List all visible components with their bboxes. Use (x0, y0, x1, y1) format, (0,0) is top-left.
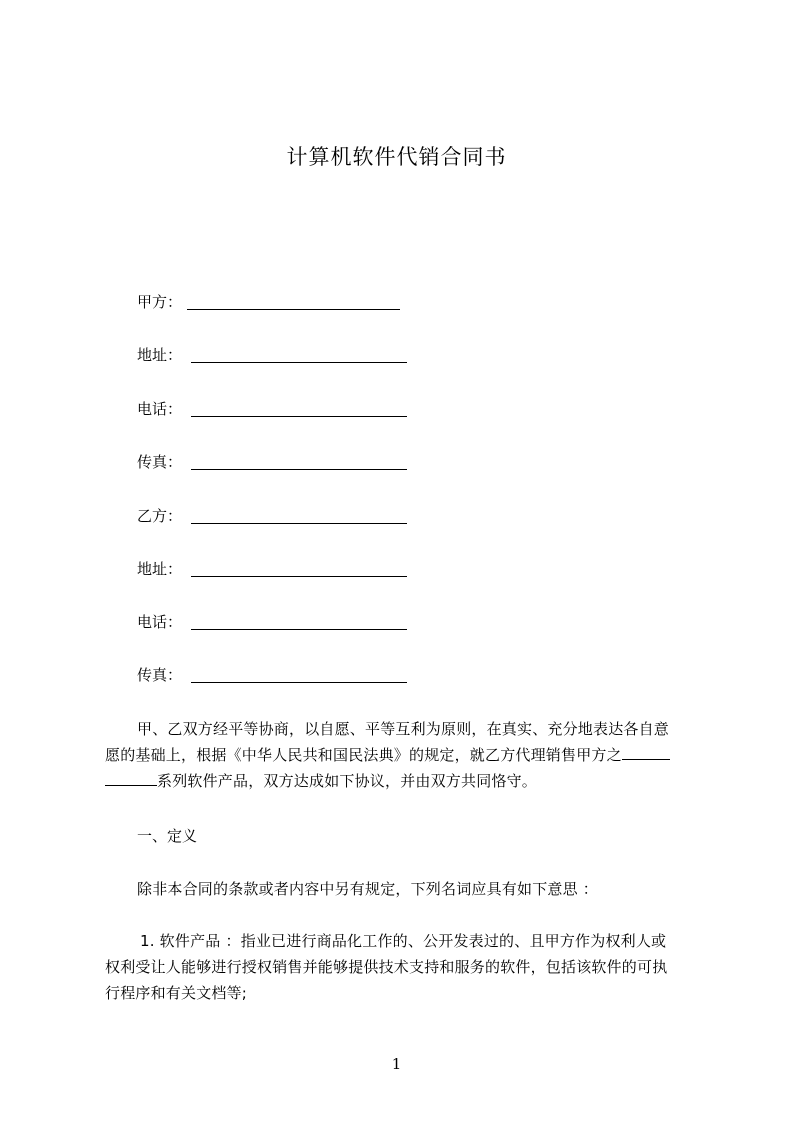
field-party-b-phone (137, 611, 412, 633)
field-party-b-fax (137, 664, 412, 686)
field-party-a-fax (137, 451, 412, 473)
field-colon: ： (167, 560, 183, 578)
field-party-a (137, 291, 407, 313)
field-colon: ： (167, 613, 183, 631)
preamble-line: 愿的基础上，根据《中华人民共和国民法典》的规定，就乙方代理销售甲方之 (105, 746, 622, 764)
fill-in-line[interactable] (191, 576, 407, 577)
preamble-line: 甲、乙双方经平等协商，以自愿、平等互利为原则，在真实、充分地表达各自意 (137, 720, 670, 738)
field-party-a-phone (137, 398, 412, 420)
field-colon: ： (167, 293, 183, 311)
section-heading: 一、定义 (137, 827, 198, 845)
fill-in-line[interactable] (191, 682, 407, 683)
document-title: 计算机软件代销合同书 (286, 145, 507, 169)
product-name-blank[interactable] (105, 769, 157, 786)
field-label: 乙方 (137, 507, 168, 525)
preamble-paragraph (105, 716, 700, 794)
field-colon: ： (167, 346, 183, 364)
field-label: 甲方 (137, 293, 168, 311)
definitions-intro (137, 876, 697, 902)
field-label: 传真 (137, 453, 168, 471)
field-colon: ： (167, 453, 183, 471)
fill-in-line[interactable] (191, 629, 407, 630)
fill-in-line[interactable] (191, 469, 407, 470)
preamble-line: 系列软件产品，双方达成如下协议，并由双方共同恪守。 (157, 772, 538, 790)
field-label: 地址 (137, 346, 168, 364)
field-party-b-address (137, 558, 412, 580)
page-number: 1 (391, 1055, 402, 1073)
definition-line: 权利受让人能够进行授权销售并能够提供技术支持和服务的软件，包括该软件的可执 (105, 958, 668, 976)
product-name-blank[interactable] (622, 743, 670, 760)
definition-line: 1. 软件产品 ：指业已进行商品化工作的、公开发表过的、且甲方作为权利人或 (140, 932, 667, 950)
field-party-a-address (137, 344, 412, 366)
field-party-b (137, 505, 412, 527)
field-label: 传真 (137, 666, 168, 684)
definition-line: 行程序和有关文档等; (105, 984, 248, 1002)
field-colon: ： (167, 400, 183, 418)
field-colon: ： (167, 666, 183, 684)
intro-text: 除非本合同的条款或者内容中另有规定，下列名词应具有如下意思 ： (137, 880, 598, 898)
field-label: 电话 (137, 613, 168, 631)
definition-item (105, 928, 700, 1006)
fill-in-line[interactable] (191, 362, 407, 363)
field-colon: ： (167, 507, 183, 525)
fill-in-line[interactable] (191, 523, 407, 524)
fill-in-line[interactable] (187, 309, 400, 310)
field-label: 电话 (137, 400, 168, 418)
field-label: 地址 (137, 560, 168, 578)
fill-in-line[interactable] (191, 416, 407, 417)
